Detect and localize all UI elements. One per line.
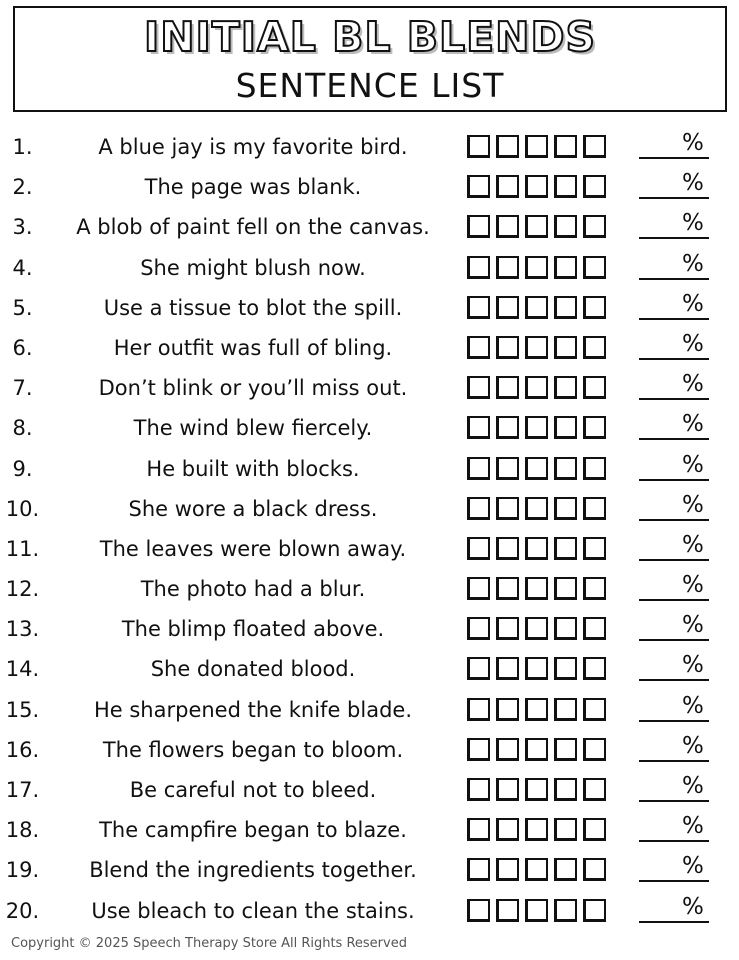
percent-sign: % bbox=[682, 411, 704, 438]
item-number: 11. bbox=[5, 536, 40, 561]
trial-checkbox[interactable] bbox=[583, 215, 606, 238]
trial-checkboxes bbox=[467, 858, 606, 881]
trial-checkbox[interactable] bbox=[496, 537, 519, 560]
trial-checkbox[interactable] bbox=[525, 497, 548, 520]
item-number: 8. bbox=[12, 416, 33, 441]
item-number: 2. bbox=[12, 175, 33, 200]
trial-checkbox[interactable] bbox=[583, 698, 606, 721]
trial-checkbox[interactable] bbox=[525, 296, 548, 319]
trial-checkbox[interactable] bbox=[467, 336, 490, 359]
percent-sign: % bbox=[682, 893, 704, 920]
score-blank-line[interactable] bbox=[639, 438, 709, 440]
trial-checkbox[interactable] bbox=[554, 256, 577, 279]
trial-checkbox[interactable] bbox=[525, 135, 548, 158]
percent-sign: % bbox=[682, 330, 704, 357]
trial-checkbox[interactable] bbox=[467, 296, 490, 319]
item-number: 15. bbox=[5, 697, 40, 722]
sentence-row bbox=[0, 730, 739, 770]
trial-checkbox[interactable] bbox=[583, 376, 606, 399]
sentence-row bbox=[0, 891, 739, 931]
trial-checkbox[interactable] bbox=[467, 818, 490, 841]
item-number: 5. bbox=[12, 295, 33, 320]
sentence-text: He sharpened the knife blade. bbox=[93, 697, 412, 722]
trial-checkbox[interactable] bbox=[554, 899, 577, 922]
trial-checkbox[interactable] bbox=[554, 698, 577, 721]
trial-checkbox[interactable] bbox=[583, 778, 606, 801]
trial-checkbox[interactable] bbox=[583, 738, 606, 761]
trial-checkbox[interactable] bbox=[554, 577, 577, 600]
trial-checkbox[interactable] bbox=[496, 818, 519, 841]
trial-checkbox[interactable] bbox=[467, 256, 490, 279]
trial-checkbox[interactable] bbox=[525, 657, 548, 680]
score-blank-line[interactable] bbox=[639, 559, 709, 561]
percent-sign: % bbox=[682, 170, 704, 197]
sentence-row bbox=[0, 408, 739, 448]
score-blank-line[interactable] bbox=[639, 679, 709, 681]
score-blank-line[interactable] bbox=[639, 398, 709, 400]
score-blank-line[interactable] bbox=[639, 800, 709, 802]
trial-checkbox[interactable] bbox=[496, 497, 519, 520]
score-blank-line[interactable] bbox=[639, 760, 709, 762]
page-title: INITIAL BL BLENDS bbox=[143, 13, 597, 61]
trial-checkbox[interactable] bbox=[525, 617, 548, 640]
trial-checkbox[interactable] bbox=[496, 738, 519, 761]
trial-checkbox[interactable] bbox=[554, 457, 577, 480]
sentence-text: Blend the ingredients together. bbox=[89, 858, 417, 883]
percent-sign: % bbox=[682, 773, 704, 799]
trial-checkboxes bbox=[467, 296, 606, 319]
percent-sign: % bbox=[682, 692, 704, 719]
trial-checkbox[interactable] bbox=[583, 497, 606, 520]
percent-sign: % bbox=[682, 732, 704, 759]
trial-checkboxes bbox=[467, 135, 606, 158]
trial-checkboxes bbox=[467, 778, 606, 801]
score-blank-line[interactable] bbox=[639, 639, 709, 641]
trial-checkbox[interactable] bbox=[496, 778, 519, 801]
percent-sign: % bbox=[682, 853, 704, 880]
sentence-list bbox=[0, 127, 739, 931]
sentence-row bbox=[0, 850, 739, 890]
trial-checkbox[interactable] bbox=[554, 376, 577, 399]
trial-checkbox[interactable] bbox=[496, 175, 519, 198]
item-number: 12. bbox=[5, 577, 40, 602]
sentence-row bbox=[0, 207, 739, 247]
percent-sign: % bbox=[682, 572, 704, 599]
score-blank-line[interactable] bbox=[639, 197, 709, 199]
sentence-row bbox=[0, 690, 739, 730]
trial-checkboxes bbox=[467, 497, 606, 520]
score-blank-line[interactable] bbox=[639, 278, 709, 280]
sentence-row bbox=[0, 770, 739, 810]
sentence-row bbox=[0, 449, 739, 489]
item-number: 3. bbox=[12, 215, 33, 240]
trial-checkbox[interactable] bbox=[467, 215, 490, 238]
score-blank-line[interactable] bbox=[639, 720, 709, 722]
item-number: 17. bbox=[5, 778, 40, 802]
trial-checkbox[interactable] bbox=[496, 416, 519, 439]
score-blank-line[interactable] bbox=[639, 479, 709, 481]
trial-checkboxes bbox=[467, 537, 606, 560]
trial-checkbox[interactable] bbox=[554, 296, 577, 319]
trial-checkbox[interactable] bbox=[525, 899, 548, 922]
item-number: 4. bbox=[12, 255, 33, 280]
sentence-text: The blimp floated above. bbox=[121, 617, 385, 642]
trial-checkbox[interactable] bbox=[467, 175, 490, 198]
trial-checkbox[interactable] bbox=[525, 738, 548, 761]
sentence-text: The page was blank. bbox=[144, 175, 362, 200]
trial-checkboxes bbox=[467, 657, 606, 680]
trial-checkbox[interactable] bbox=[467, 135, 490, 158]
sentence-row bbox=[0, 167, 739, 207]
trial-checkbox[interactable] bbox=[554, 858, 577, 881]
sentence-row bbox=[0, 609, 739, 649]
trial-checkbox[interactable] bbox=[467, 778, 490, 801]
trial-checkbox[interactable] bbox=[525, 577, 548, 600]
trial-checkboxes bbox=[467, 215, 606, 238]
trial-checkbox[interactable] bbox=[554, 537, 577, 560]
sentence-row bbox=[0, 649, 739, 689]
trial-checkbox[interactable] bbox=[554, 135, 577, 158]
trial-checkbox[interactable] bbox=[467, 858, 490, 881]
sentence-text: The leaves were blown away. bbox=[99, 536, 407, 561]
score-blank-line[interactable] bbox=[639, 237, 709, 239]
trial-checkbox[interactable] bbox=[525, 457, 548, 480]
trial-checkbox[interactable] bbox=[583, 577, 606, 600]
trial-checkbox[interactable] bbox=[467, 617, 490, 640]
score-blank-line[interactable] bbox=[639, 157, 709, 159]
trial-checkbox[interactable] bbox=[496, 336, 519, 359]
trial-checkbox[interactable] bbox=[467, 577, 490, 600]
sentence-text: Use a tissue to blot the spill. bbox=[103, 295, 403, 320]
percent-sign: % bbox=[682, 813, 704, 840]
percent-sign: % bbox=[682, 612, 704, 639]
sentence-text: The flowers began to bloom. bbox=[102, 737, 404, 762]
trial-checkboxes bbox=[467, 376, 606, 399]
trial-checkbox[interactable] bbox=[525, 537, 548, 560]
trial-checkbox[interactable] bbox=[496, 617, 519, 640]
sentence-text: A blue jay is my favorite bird. bbox=[98, 135, 408, 159]
page-subtitle: SENTENCE LIST bbox=[235, 66, 505, 105]
trial-checkbox[interactable] bbox=[583, 416, 606, 439]
trial-checkbox[interactable] bbox=[525, 215, 548, 238]
trial-checkboxes bbox=[467, 617, 606, 640]
trial-checkbox[interactable] bbox=[554, 215, 577, 238]
trial-checkbox[interactable] bbox=[467, 657, 490, 680]
item-number: 19. bbox=[5, 858, 40, 883]
title-box bbox=[13, 6, 727, 112]
trial-checkbox[interactable] bbox=[467, 537, 490, 560]
item-number: 14. bbox=[5, 657, 40, 682]
item-number: 16. bbox=[5, 737, 40, 762]
sentence-text: She wore a black dress. bbox=[128, 496, 378, 521]
score-blank-line[interactable] bbox=[639, 599, 709, 601]
trial-checkbox[interactable] bbox=[496, 376, 519, 399]
item-number: 6. bbox=[12, 335, 33, 360]
trial-checkboxes bbox=[467, 738, 606, 761]
trial-checkbox[interactable] bbox=[525, 256, 548, 279]
trial-checkbox[interactable] bbox=[525, 416, 548, 439]
trial-checkbox[interactable] bbox=[583, 899, 606, 922]
sentence-row bbox=[0, 127, 739, 167]
item-number: 20. bbox=[5, 898, 40, 923]
trial-checkbox[interactable] bbox=[496, 577, 519, 600]
trial-checkbox[interactable] bbox=[496, 215, 519, 238]
trial-checkbox[interactable] bbox=[554, 416, 577, 439]
trial-checkboxes bbox=[467, 175, 606, 198]
trial-checkbox[interactable] bbox=[525, 778, 548, 801]
trial-checkbox[interactable] bbox=[496, 698, 519, 721]
trial-checkbox[interactable] bbox=[583, 818, 606, 841]
percent-sign: % bbox=[682, 491, 704, 518]
trial-checkbox[interactable] bbox=[554, 738, 577, 761]
sentence-text: She donated blood. bbox=[150, 657, 356, 682]
item-number: 13. bbox=[5, 617, 40, 642]
trial-checkboxes bbox=[467, 256, 606, 279]
trial-checkbox[interactable] bbox=[554, 818, 577, 841]
trial-checkbox[interactable] bbox=[467, 899, 490, 922]
trial-checkbox[interactable] bbox=[583, 256, 606, 279]
trial-checkbox[interactable] bbox=[496, 657, 519, 680]
trial-checkbox[interactable] bbox=[496, 296, 519, 319]
trial-checkbox[interactable] bbox=[467, 416, 490, 439]
trial-checkbox[interactable] bbox=[525, 698, 548, 721]
sentence-text: The wind blew fiercely. bbox=[133, 416, 373, 441]
trial-checkbox[interactable] bbox=[525, 175, 548, 198]
trial-checkboxes bbox=[467, 698, 606, 721]
trial-checkbox[interactable] bbox=[525, 858, 548, 881]
percent-sign: % bbox=[682, 210, 704, 237]
trial-checkbox[interactable] bbox=[583, 135, 606, 158]
score-blank-line[interactable] bbox=[639, 840, 709, 842]
sentence-text: She might blush now. bbox=[140, 255, 366, 280]
score-blank-line[interactable] bbox=[639, 519, 709, 521]
trial-checkbox[interactable] bbox=[467, 738, 490, 761]
item-number: 9. bbox=[12, 456, 33, 481]
trial-checkbox[interactable] bbox=[496, 256, 519, 279]
score-blank-line[interactable] bbox=[639, 358, 709, 360]
trial-checkbox[interactable] bbox=[583, 537, 606, 560]
trial-checkbox[interactable] bbox=[583, 296, 606, 319]
trial-checkbox[interactable] bbox=[525, 336, 548, 359]
trial-checkboxes bbox=[467, 336, 606, 359]
sentence-text: Be careful not to bleed. bbox=[129, 778, 377, 802]
sentence-row bbox=[0, 529, 739, 569]
item-number: 1. bbox=[12, 135, 33, 159]
trial-checkbox[interactable] bbox=[467, 376, 490, 399]
percent-sign: % bbox=[682, 250, 704, 277]
percent-sign: % bbox=[682, 130, 704, 156]
trial-checkbox[interactable] bbox=[496, 135, 519, 158]
score-blank-line[interactable] bbox=[639, 880, 709, 882]
trial-checkbox[interactable] bbox=[583, 457, 606, 480]
sentence-text: Use bleach to clean the stains. bbox=[91, 898, 415, 923]
item-number: 10. bbox=[5, 496, 40, 521]
sentence-text: A blob of paint fell on the canvas. bbox=[76, 215, 430, 240]
percent-sign: % bbox=[682, 451, 704, 478]
trial-checkbox[interactable] bbox=[554, 778, 577, 801]
percent-sign: % bbox=[682, 531, 704, 558]
sentence-row bbox=[0, 328, 739, 368]
trial-checkboxes bbox=[467, 457, 606, 480]
percent-sign: % bbox=[682, 371, 704, 398]
sentence-row bbox=[0, 489, 739, 529]
score-blank-line[interactable] bbox=[639, 318, 709, 320]
item-number: 7. bbox=[12, 376, 33, 401]
trial-checkbox[interactable] bbox=[467, 497, 490, 520]
trial-checkbox[interactable] bbox=[496, 858, 519, 881]
sentence-row bbox=[0, 368, 739, 408]
trial-checkbox[interactable] bbox=[554, 497, 577, 520]
copyright-footer: Copyright © 2025 Speech Therapy Store All Rights Reserved bbox=[11, 936, 407, 951]
trial-checkbox[interactable] bbox=[554, 175, 577, 198]
sentence-row bbox=[0, 288, 739, 328]
sentence-text: Her outfit was full of bling. bbox=[113, 335, 393, 360]
trial-checkbox[interactable] bbox=[525, 818, 548, 841]
trial-checkbox[interactable] bbox=[467, 698, 490, 721]
sentence-row bbox=[0, 248, 739, 288]
sentence-row bbox=[0, 810, 739, 850]
trial-checkbox[interactable] bbox=[467, 457, 490, 480]
trial-checkboxes bbox=[467, 577, 606, 600]
trial-checkbox[interactable] bbox=[496, 899, 519, 922]
percent-sign: % bbox=[682, 652, 704, 679]
trial-checkboxes bbox=[467, 899, 606, 922]
sentence-text: Don’t blink or you’ll miss out. bbox=[98, 376, 408, 401]
trial-checkbox[interactable] bbox=[583, 175, 606, 198]
trial-checkboxes bbox=[467, 416, 606, 439]
trial-checkbox[interactable] bbox=[554, 617, 577, 640]
trial-checkbox[interactable] bbox=[583, 617, 606, 640]
trial-checkbox[interactable] bbox=[525, 376, 548, 399]
trial-checkbox[interactable] bbox=[554, 657, 577, 680]
trial-checkbox[interactable] bbox=[583, 657, 606, 680]
sentence-text: He built with blocks. bbox=[146, 456, 360, 481]
item-number: 18. bbox=[5, 818, 40, 843]
sentence-text: The photo had a blur. bbox=[140, 577, 366, 602]
trial-checkbox[interactable] bbox=[583, 858, 606, 881]
percent-sign: % bbox=[682, 290, 704, 317]
trial-checkbox[interactable] bbox=[496, 457, 519, 480]
sentence-row bbox=[0, 569, 739, 609]
trial-checkbox[interactable] bbox=[583, 336, 606, 359]
trial-checkbox[interactable] bbox=[554, 336, 577, 359]
trial-checkboxes bbox=[467, 818, 606, 841]
sentence-text: The campfire began to blaze. bbox=[99, 818, 407, 843]
score-blank-line[interactable] bbox=[639, 921, 709, 923]
